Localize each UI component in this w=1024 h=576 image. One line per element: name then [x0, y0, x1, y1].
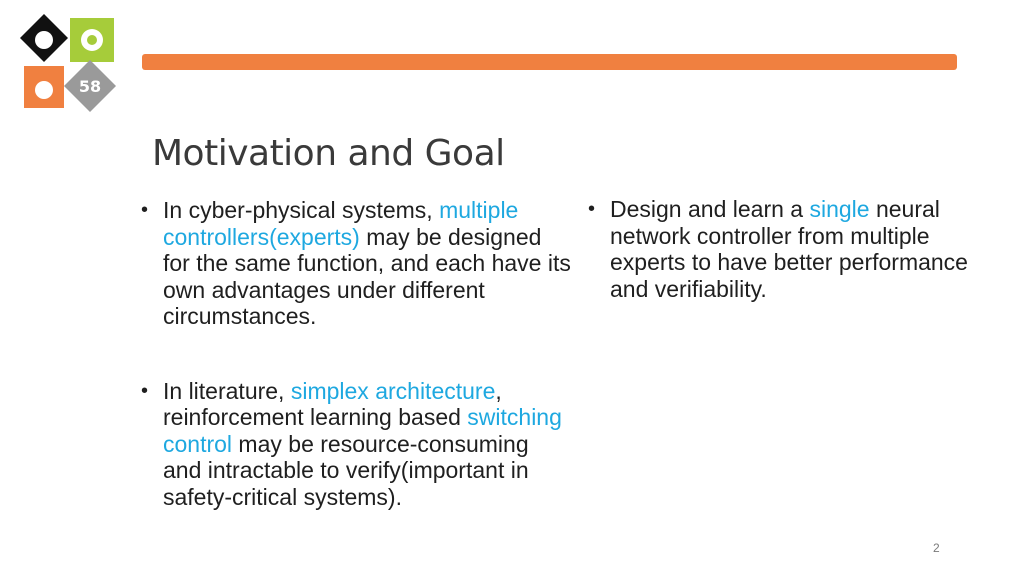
- bullet-text: neural network controller from multiple experts to have better performance and verifiability.: [610, 196, 968, 302]
- bullet-dot-icon: •: [141, 199, 149, 221]
- bullet-text: , reinforcement learning based: [163, 377, 502, 430]
- bullet-highlight: simplex architecture: [290, 377, 496, 404]
- right-column: [588, 196, 1008, 302]
- page-number: 2: [933, 541, 940, 555]
- bullet-text: In literature,: [163, 377, 291, 404]
- bullet-item: [141, 197, 571, 330]
- bullet-highlight: single: [809, 196, 870, 222]
- bullet-dot-icon: •: [141, 379, 149, 402]
- conference-logo: [20, 14, 120, 114]
- bullet-item: [141, 378, 571, 511]
- bullet-item: [588, 196, 1008, 302]
- logo-green-ring-inner: [87, 35, 97, 45]
- logo-number: 58: [78, 77, 102, 96]
- slide-title: Motivation and Goal: [152, 133, 505, 174]
- bullet-text: may be resource-consuming and intractable to verify(important in safety-critical systems).: [163, 430, 529, 510]
- header-accent-bar: [142, 54, 957, 70]
- bullet-dot-icon: •: [588, 198, 596, 220]
- bullet-text: In cyber-physical systems,: [163, 197, 440, 223]
- bullet-highlight: multiple controllers(experts): [163, 197, 519, 250]
- bullet-text: may be designed for the same function, and each have its own advantages under different circumstances.: [163, 223, 571, 329]
- bullet-text: Design and learn a: [610, 196, 810, 222]
- logo-orange-ring: [35, 81, 53, 99]
- left-column: [141, 197, 571, 510]
- bullet-highlight: switching control: [163, 404, 562, 457]
- logo-white-ring: [35, 31, 53, 49]
